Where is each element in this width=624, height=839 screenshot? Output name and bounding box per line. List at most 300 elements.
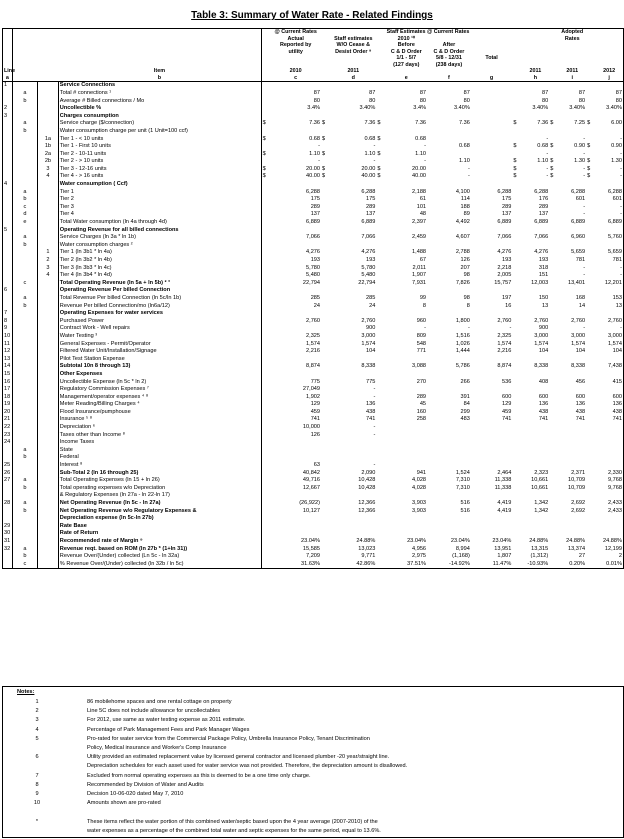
table-cell: 150 (538, 294, 549, 301)
table-cell (558, 82, 586, 90)
table-cell (12, 135, 37, 143)
table-cell: 2,371 (571, 469, 586, 476)
table-cell: 415 (612, 378, 622, 385)
header-cell (549, 75, 558, 82)
table-cell: 87 (313, 89, 321, 96)
table-cell (512, 431, 521, 439)
table-cell: - (583, 150, 586, 157)
table-cell: 289 (366, 203, 376, 210)
table-cell: 12,366 (358, 507, 376, 514)
note-text: These items reflect the water portion of this combined water/septic based upon the 4 year average (2007-2010) of the (87, 818, 378, 825)
row-item-label: Charges consumption (58, 112, 261, 120)
table-cell (586, 112, 595, 120)
table-cell: $ (513, 120, 517, 127)
table-cell (261, 112, 270, 120)
table-cell (586, 272, 595, 280)
table-row (3, 545, 623, 553)
table-cell (376, 401, 385, 409)
table-cell: 14 (4, 363, 11, 370)
table-cell: 7,066 (497, 234, 512, 241)
table-cell: - (583, 264, 586, 271)
table-cell: a (12, 90, 37, 98)
table-cell (376, 196, 385, 204)
table-cell: 2,760 (571, 317, 586, 324)
table-cell: $ (262, 135, 266, 142)
header-cell: h (522, 75, 550, 82)
table-cell (270, 447, 321, 455)
table-cell (512, 401, 521, 409)
table-cell (38, 515, 59, 523)
table-cell (471, 226, 512, 234)
table-cell: 19 (4, 401, 11, 408)
table-cell (321, 257, 330, 265)
table-cell (376, 348, 385, 356)
table-cell (512, 272, 521, 280)
table-cell (549, 424, 558, 432)
table-cell: 781 (575, 257, 586, 263)
table-cell (321, 196, 330, 204)
table-cell (3, 484, 12, 492)
table-row (3, 150, 623, 158)
table-cell: $ (322, 165, 326, 172)
table-cell (3, 553, 12, 561)
table-cell (270, 112, 321, 120)
table-cell (321, 325, 330, 333)
table-cell: 5,760 (608, 234, 622, 241)
table-cell: c (12, 204, 37, 212)
table-cell (376, 219, 385, 227)
table-cell: 67 (419, 257, 427, 263)
table-cell: 3.4% (307, 105, 321, 112)
table-cell: 7,066 (534, 234, 549, 241)
table-cell (321, 279, 330, 287)
table-cell: (26,922) (299, 500, 321, 506)
table-cell (321, 219, 330, 227)
table-cell (38, 97, 59, 105)
table-cell (321, 386, 330, 394)
table-cell (321, 333, 330, 341)
table-cell (38, 112, 59, 120)
row-item-label: % Revenue Over/(Under) collected (ln 32b / ln 5c) (58, 560, 261, 568)
table-cell (549, 181, 558, 189)
table-cell (427, 181, 471, 189)
table-cell (586, 553, 595, 561)
table-cell: 289 (310, 203, 321, 210)
table-cell: 15,757 (494, 279, 512, 286)
table-cell: 2,760 (534, 317, 549, 324)
table-cell (586, 181, 595, 189)
table-cell: 188 (460, 203, 470, 210)
table-cell (270, 287, 321, 295)
table-row (3, 310, 623, 318)
table-cell: 13,374 (567, 545, 586, 552)
table-cell: (1,168) (452, 553, 470, 560)
note-number: 10 (33, 800, 41, 807)
table-cell (270, 515, 321, 523)
table-cell (376, 492, 385, 500)
table-cell: 781 (612, 257, 622, 263)
table-cell: 137 (366, 211, 376, 218)
table-cell: 516 (460, 500, 470, 506)
table-cell: 0.68 (537, 143, 549, 150)
table-cell (595, 530, 623, 538)
table-cell: 9,768 (608, 477, 622, 484)
table-cell: 6,288 (571, 188, 586, 195)
table-cell (512, 241, 521, 249)
table-cell (38, 226, 59, 234)
table-cell (261, 378, 270, 386)
table-cell (595, 371, 623, 379)
row-item-label: Interest ⁸ (58, 462, 261, 470)
note-text: Pro-rated for water service from the Commercial Package Policy, Umbrella Insurance Policy, Tenant Discrimination (87, 735, 370, 742)
table-cell (549, 97, 558, 105)
row-item-label: Meter Reading/Billing Charges ⁴ (58, 401, 261, 409)
table-cell (376, 355, 385, 363)
table-cell (12, 82, 37, 90)
table-row (3, 143, 623, 151)
table-cell (321, 90, 330, 98)
table-cell (376, 378, 385, 386)
table-cell (386, 522, 427, 530)
table-cell: 193 (538, 257, 549, 263)
header-cell: @ Current Rates (274, 29, 317, 36)
table-cell (471, 241, 512, 249)
table-cell (321, 447, 330, 455)
table-cell (376, 211, 385, 219)
table-cell: 483 (460, 416, 470, 423)
table-cell (512, 325, 521, 333)
table-cell: 391 (460, 393, 470, 400)
table-row (3, 401, 623, 409)
table-cell: 1,800 (455, 317, 470, 324)
table-cell: - (583, 203, 586, 210)
table-cell: 193 (501, 257, 512, 263)
table-cell: 20.00 (306, 165, 321, 172)
table-cell (595, 462, 623, 470)
table-cell (12, 538, 37, 546)
table-cell (586, 196, 595, 204)
row-item-label: Pilot Test Station Expense (58, 355, 261, 363)
table-cell: 4 (3, 181, 12, 189)
table-cell: $ (377, 120, 381, 127)
table-cell (558, 287, 586, 295)
table-cell (261, 454, 270, 462)
table-cell (586, 317, 595, 325)
table-cell: 7,931 (412, 279, 427, 286)
table-cell: - (620, 272, 622, 279)
table-cell (261, 272, 270, 280)
table-cell (376, 545, 385, 553)
table-cell (38, 188, 59, 196)
table-cell (558, 522, 586, 530)
table-row (3, 363, 623, 371)
table-row (3, 340, 623, 348)
table-cell (3, 257, 12, 265)
table-cell (512, 553, 521, 561)
table-cell: 1,807 (497, 553, 512, 560)
table-cell: 1,488 (412, 249, 427, 256)
table-cell (12, 393, 37, 401)
table-cell (595, 492, 623, 500)
header-cell: a (3, 75, 12, 82)
table-cell: $ (377, 135, 381, 142)
table-cell: - (583, 173, 586, 180)
table-cell (38, 560, 59, 568)
table-cell (321, 469, 330, 477)
table-cell: 98 (463, 272, 470, 279)
table-cell: 10,661 (531, 477, 549, 484)
table-cell: 2,459 (412, 234, 427, 241)
table-cell: 10,127 (302, 507, 321, 514)
table-cell: 126 (310, 431, 321, 438)
table-cell (427, 135, 471, 143)
table-cell (261, 560, 270, 568)
table-cell: $ (587, 173, 591, 180)
table-row (3, 462, 623, 470)
table-cell: 2a (38, 150, 59, 158)
table-cell: 13,023 (358, 545, 376, 552)
table-cell: 176 (538, 196, 549, 203)
table-cell (558, 371, 586, 379)
table-cell (376, 409, 385, 417)
table-cell (427, 530, 471, 538)
table-cell (12, 287, 37, 295)
table-cell: 6,288 (534, 188, 549, 195)
table-cell (549, 128, 558, 136)
table-row (3, 325, 623, 333)
table-cell: 1.30 (611, 158, 622, 165)
row-item-label: Uncollectible Expense (ln 5c * ln 2) (58, 378, 261, 386)
header-cell: 2011 (529, 68, 542, 75)
table-cell (3, 166, 12, 174)
table-row (3, 538, 623, 546)
table-cell: 16 (505, 302, 512, 309)
table-cell: 175 (310, 196, 321, 203)
row-item-label: Average # Billed connections / Mo (58, 97, 261, 105)
table-cell: 136 (366, 401, 376, 408)
table-cell (261, 530, 270, 538)
table-row (3, 234, 623, 242)
table-cell (376, 462, 385, 470)
table-cell (321, 409, 330, 417)
table-cell: 11,338 (494, 477, 512, 484)
table-cell (522, 522, 550, 530)
table-cell: 601 (575, 196, 586, 203)
table-cell (38, 317, 59, 325)
row-item-label: Water consumption ( Ccf) (58, 181, 261, 189)
table-cell: 741 (538, 416, 549, 423)
table-cell (471, 310, 512, 318)
table-cell (376, 538, 385, 546)
table-cell (12, 348, 37, 356)
table-cell: 1b (38, 143, 59, 151)
table-cell (549, 135, 558, 143)
table-row (3, 188, 623, 196)
table-cell (376, 424, 385, 432)
row-item-label: Service Connections (58, 82, 261, 90)
table-cell (321, 241, 330, 249)
table-cell (38, 90, 59, 98)
table-cell (3, 219, 12, 227)
table-cell: 456 (575, 378, 586, 385)
table-cell (549, 348, 558, 356)
table-cell: $ (322, 135, 326, 142)
table-row (3, 560, 623, 568)
table-cell: 4,028 (412, 477, 427, 484)
table-cell: - (620, 173, 622, 180)
table-cell (549, 507, 558, 515)
table-cell: - (373, 393, 376, 400)
table-cell: b (12, 241, 37, 249)
table-cell (12, 492, 37, 500)
table-cell: 136 (538, 401, 549, 408)
table-cell: 1,574 (361, 340, 376, 347)
table-cell: 1,524 (455, 469, 470, 476)
table-cell: 3 (38, 264, 59, 272)
table-cell: 2,760 (361, 317, 376, 324)
table-cell: 0.20% (569, 560, 586, 567)
table-cell: 24 (369, 302, 376, 309)
header-cell: 2010 ¹⁰ (397, 35, 416, 42)
table-cell (595, 386, 623, 394)
table-cell (549, 515, 558, 523)
note-item (3, 791, 623, 799)
table-cell (376, 257, 385, 265)
table-row (3, 355, 623, 363)
table-cell (586, 416, 595, 424)
table-cell (558, 530, 586, 538)
table-cell (549, 219, 558, 227)
table-row (3, 393, 623, 401)
table-cell: 6,960 (571, 234, 586, 241)
table-cell: a (12, 477, 37, 485)
table-cell (558, 128, 586, 136)
row-item-label: Revenue Per billed Connection/mo (ln6a/12) (58, 302, 261, 310)
table-cell: $ (322, 150, 326, 157)
table-cell (386, 515, 427, 523)
table-cell (471, 454, 512, 462)
table-cell (321, 158, 330, 166)
table-cell (261, 302, 270, 310)
table-cell (512, 363, 521, 371)
table-cell (3, 97, 12, 105)
table-cell: $ (262, 120, 266, 127)
table-cell: 28 (4, 500, 11, 506)
table-cell (427, 82, 471, 90)
table-cell: 1,342 (534, 500, 549, 506)
table-cell (330, 82, 376, 90)
row-item-label: & Regulatory Expenses (ln 27a - ln 22-ln 17) (58, 492, 261, 500)
table-cell (549, 257, 558, 265)
table-cell (261, 279, 270, 287)
table-cell (38, 363, 59, 371)
table-cell: 5,659 (608, 249, 622, 256)
table-cell (512, 317, 521, 325)
table-cell (321, 401, 330, 409)
table-cell (512, 500, 521, 508)
table-cell (376, 416, 385, 424)
table-cell (330, 371, 376, 379)
table-cell (549, 553, 558, 561)
table-cell: 29 (4, 522, 11, 529)
table-cell (376, 279, 385, 287)
table-cell (261, 188, 270, 196)
table-cell: 2b (38, 158, 59, 166)
table-cell (270, 128, 321, 136)
row-item-label: Tier 4 (58, 211, 261, 219)
table-cell (321, 302, 330, 310)
table-cell: 1,574 (571, 340, 586, 347)
table-cell (386, 82, 427, 90)
header-cell: c (270, 75, 321, 82)
table-cell: 1.10 (364, 150, 376, 157)
table-cell (330, 454, 376, 462)
table-cell (3, 211, 12, 219)
table-cell (595, 454, 623, 462)
table-cell (38, 507, 59, 515)
table-cell (38, 439, 59, 447)
table-cell: 23.04% (492, 537, 512, 544)
table-cell: 516 (460, 507, 470, 514)
row-item-label: Tier 4 (ln 3b4 * ln 4d) (58, 272, 261, 280)
table-cell (549, 279, 558, 287)
table-cell: d (12, 211, 37, 219)
summary-table (3, 29, 623, 568)
table-cell: - (620, 264, 622, 271)
table-cell (38, 484, 59, 492)
table-cell (12, 143, 37, 151)
row-item-label: Tier 1 - < 10 units (58, 135, 261, 143)
table-cell: 13 (615, 302, 622, 309)
row-item-label: Net Operating Revenue (ln 5c - ln 27a) (58, 500, 261, 508)
table-cell (512, 469, 521, 477)
row-item-label: Total Operating Expenses (ln 15 + ln 26) (58, 477, 261, 485)
table-cell: 270 (416, 378, 427, 385)
table-cell: - (620, 135, 622, 142)
table-cell: 3.40% (606, 105, 622, 112)
table-cell (549, 416, 558, 424)
table-row (3, 348, 623, 356)
table-cell (586, 515, 595, 523)
table-cell (427, 150, 471, 158)
table-cell: $ (587, 158, 591, 165)
table-cell: 13,951 (494, 545, 512, 552)
table-row (3, 264, 623, 272)
table-cell: 4,276 (306, 249, 321, 256)
table-cell: 1.30 (574, 158, 586, 165)
table-cell (586, 90, 595, 98)
table-cell: 32 (4, 545, 11, 552)
table-cell (261, 477, 270, 485)
table-cell (595, 226, 623, 234)
table-cell: 1,902 (306, 393, 321, 400)
table-cell (321, 454, 330, 462)
table-cell (512, 333, 521, 341)
table-cell: 8,874 (306, 363, 321, 370)
table-cell (3, 241, 12, 249)
table-cell: 2,216 (306, 348, 321, 355)
table-cell (586, 545, 595, 553)
note-item (3, 800, 623, 808)
table-cell: - (373, 424, 376, 431)
table-cell (261, 431, 270, 439)
table-cell: 11,338 (494, 484, 512, 491)
table-cell (321, 188, 330, 196)
table-cell (586, 348, 595, 356)
header-cell: f (427, 75, 471, 82)
table-cell (321, 348, 330, 356)
table-cell: 900 (538, 325, 549, 332)
